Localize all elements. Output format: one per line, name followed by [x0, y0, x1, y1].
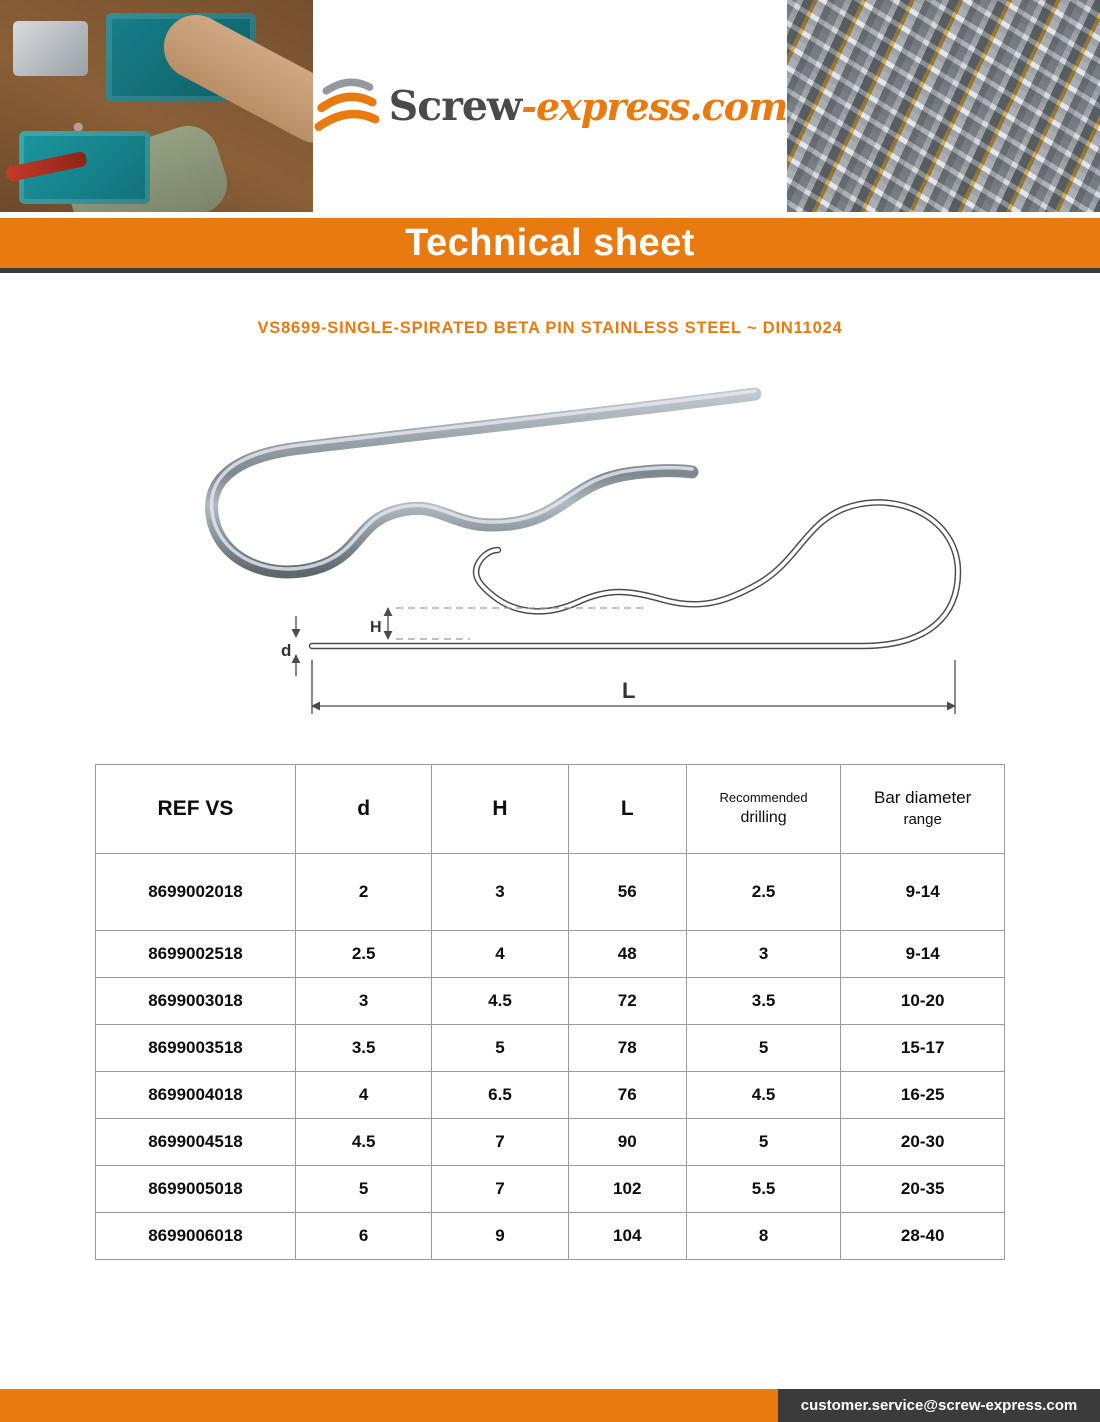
col-header-bar-diameter: [841, 765, 1005, 854]
table-cell: 5: [432, 1025, 568, 1072]
table-cell: 8: [686, 1213, 841, 1260]
beta-pin-photo: [212, 391, 755, 572]
col-header-label: H: [492, 796, 508, 820]
table-cell: 2.5: [295, 931, 431, 978]
logo-text: [389, 82, 788, 130]
beta-pin-drawing: [281, 502, 958, 714]
col-header-ref: [96, 765, 296, 854]
table-cell: 9-14: [841, 931, 1005, 978]
col-header-label: d: [357, 796, 371, 820]
table-cell: 5.5: [686, 1166, 841, 1213]
table-row: [96, 1213, 1005, 1260]
table-cell: 10-20: [841, 978, 1005, 1025]
table-cell: 8699003518: [96, 1025, 296, 1072]
logo-swoosh-icon: [313, 77, 379, 135]
logo-brand: Screw: [388, 82, 522, 130]
table-cell: 90: [568, 1119, 686, 1166]
table-cell: 78: [568, 1025, 686, 1072]
table-cell: 48: [568, 931, 686, 978]
table-cell: 76: [568, 1072, 686, 1119]
table-cell: 6.5: [432, 1072, 568, 1119]
dim-label-l: L: [622, 678, 636, 703]
table-cell: 20-35: [841, 1166, 1005, 1213]
col-header-label: drilling: [740, 808, 787, 826]
dim-label-d: d: [281, 641, 292, 660]
table-cell: 28-40: [841, 1213, 1005, 1260]
table-cell: 56: [568, 854, 686, 931]
table-cell: 8699003018: [96, 978, 296, 1025]
table-cell: 4.5: [686, 1072, 841, 1119]
banner-title: Technical sheet: [405, 221, 695, 264]
table-cell: 4: [295, 1072, 431, 1119]
table-cell: 9-14: [841, 854, 1005, 931]
table-row: [96, 978, 1005, 1025]
table-cell: 4.5: [432, 978, 568, 1025]
table-cell: 20-30: [841, 1119, 1005, 1166]
photo-decoration: [13, 21, 88, 76]
table-cell: 102: [568, 1166, 686, 1213]
table-cell: 7: [432, 1119, 568, 1166]
table-row: [96, 1166, 1005, 1213]
col-header-d: [295, 765, 431, 854]
table-cell: 8699002018: [96, 854, 296, 931]
table-cell: 3.5: [295, 1025, 431, 1072]
logo: [313, 0, 788, 212]
table-row: [96, 854, 1005, 931]
table-cell: 104: [568, 1213, 686, 1260]
table-cell: 16-25: [841, 1072, 1005, 1119]
table-row: [96, 1072, 1005, 1119]
col-header-label: range: [903, 811, 942, 829]
table-cell: 72: [568, 978, 686, 1025]
page-title: VS8699-SINGLE-SPIRATED BETA PIN STAINLESS STEEL ~ DIN11024: [257, 319, 843, 337]
contact-email-link[interactable]: customer.service@screw-express.com: [800, 1397, 1078, 1414]
banner: [0, 218, 1100, 273]
table-cell: 9: [432, 1213, 568, 1260]
table-cell: 3: [686, 931, 841, 978]
spec-table-body: [96, 854, 1005, 1260]
table-cell: 8699005018: [96, 1166, 296, 1213]
logo-brand-suffix: -express.com: [521, 84, 788, 129]
col-header-drilling: [686, 765, 841, 854]
table-header-row: [96, 765, 1005, 854]
col-header-l: [568, 765, 686, 854]
spec-table-head: [96, 765, 1005, 854]
col-header-label: Recommended: [719, 790, 808, 806]
table-cell: 2: [295, 854, 431, 931]
table-row: [96, 931, 1005, 978]
table-cell: 3: [295, 978, 431, 1025]
table-cell: 8699002518: [96, 931, 296, 978]
table-cell: 7: [432, 1166, 568, 1213]
table-cell: 6: [295, 1213, 431, 1260]
table-cell: 8699004018: [96, 1072, 296, 1119]
table-cell: 4.5: [295, 1119, 431, 1166]
table-cell: 8699004518: [96, 1119, 296, 1166]
dim-label-h: H: [370, 619, 382, 636]
table-cell: 2.5: [686, 854, 841, 931]
spec-table: [95, 764, 1005, 1260]
footer-contact: [778, 1389, 1100, 1422]
table-cell: 15-17: [841, 1025, 1005, 1072]
screws-photo: [787, 0, 1100, 212]
col-header-label: REF VS: [157, 796, 234, 820]
footer: [0, 1389, 1100, 1422]
table-row: [96, 1119, 1005, 1166]
table-cell: 4: [432, 931, 568, 978]
table-cell: 3: [432, 854, 568, 931]
table-cell: 5: [295, 1166, 431, 1213]
workbench-photo: [0, 0, 313, 212]
product-diagram: [0, 364, 1100, 744]
table-cell: 5: [686, 1025, 841, 1072]
col-header-label: L: [620, 796, 634, 820]
header: [0, 0, 1100, 212]
table-cell: 3.5: [686, 978, 841, 1025]
table-cell: 8699006018: [96, 1213, 296, 1260]
table-cell: 5: [686, 1119, 841, 1166]
col-header-h: [432, 765, 568, 854]
col-header-label: Bar diameter: [874, 788, 972, 808]
table-row: [96, 1025, 1005, 1072]
